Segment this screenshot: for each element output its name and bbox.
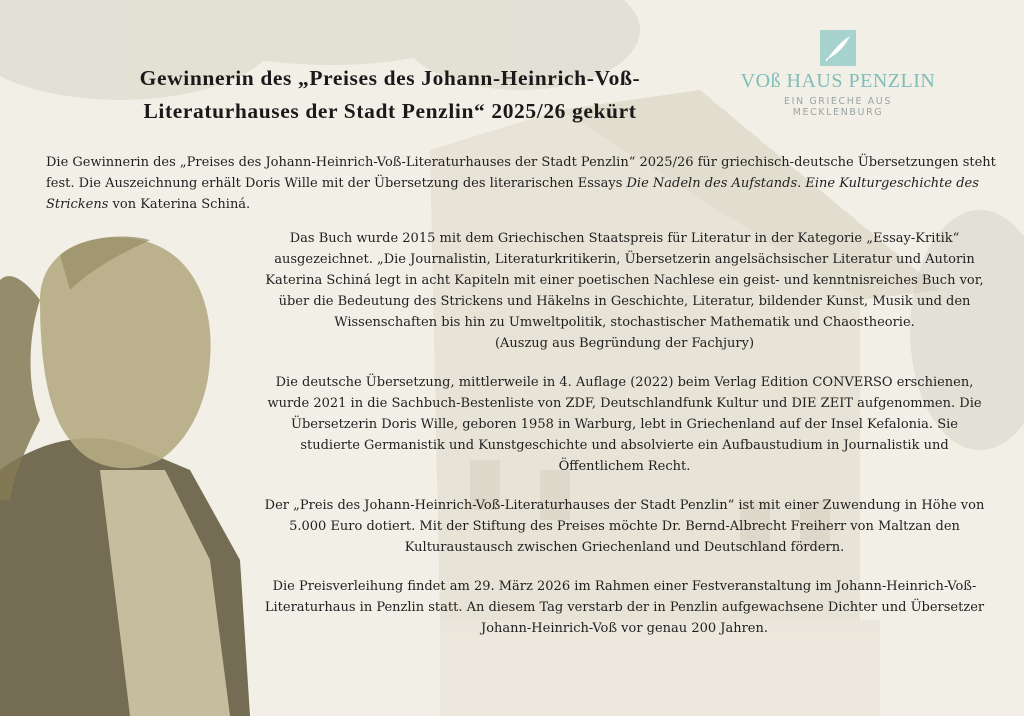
title-line-1: Gewinnerin des „Preises des Johann-Heinrich-Voß- — [139, 66, 641, 90]
intro-paragraph — [46, 152, 996, 215]
quill-pen-icon — [820, 30, 856, 66]
paragraph-award-text: Das Buch wurde 2015 mit dem Griechischen Staatspreis für Literatur in der Kategorie „Essay-Kritik“ ausgezeichnet. „Die Journalistin, Literaturkritikerin, Übersetzerin angelsächsischer Literatur und Autorin Katerina Schiná legt in acht Kapiteln mit einer poetischen Nachlese ein geist- und kenntnisreiches Buch vor, über die Bedeutung des Strickens und Häkelns in Geschichte, Literatur, bildender Kunst, Musik und den Wissenschaften bis hin zu Umweltpolitik, stochastischer Mathematik und Chaostheorie. — [265, 231, 984, 330]
paragraph-ceremony: Die Preisverleihung findet am 29. März 2026 im Rahmen einer Festveranstaltung im Johann-Heinrich-Voß-Literaturhaus in Penzlin statt. An diesem Tag verstarb der in Penzlin aufgewachsene Dichter und Übersetzer Johann-Heinrich-Voß vor genau 200 Jahren. — [264, 579, 985, 636]
page-title — [40, 62, 740, 128]
logo-tagline: EIN GRIECHE AUS MECKLENBURG — [784, 96, 892, 118]
paragraph-translation: Die deutsche Übersetzung, mittlerweile in 4. Auflage (2022) beim Verlag Edition CONVERSO erschienen, wurde 2021 in die Sachbuch-Bestenliste von ZDF, Deutschlandfunk Kultur und DIE ZEIT aufgenommen. Die Übersetzerin Doris Wille, geboren 1958 in Warburg, lebt in Griechenland auf der Insel Kefalonia. Sie studierte Germanistik und Kunstgeschichte und absolvierte ein Aufbaustudium in Journalistik und Öffentlichem Recht. — [267, 375, 982, 474]
paragraph-award — [262, 228, 987, 354]
logo-name: VOß HAUS PENZLIN — [740, 70, 936, 92]
logo — [738, 30, 938, 118]
article-body — [262, 228, 987, 657]
book-title: Die Nadeln des Aufstands. Eine Kulturgeschichte des Strickens — [46, 176, 979, 212]
intro-suffix: von Katerina Schiná. — [108, 197, 251, 212]
paragraph-prize: Der „Preis des Johann-Heinrich-Voß-Literaturhauses der Stadt Penzlin“ ist mit einer Zuwendung in Höhe von 5.000 Euro dotiert. Mit der Stiftung des Preises möchte Dr. Bernd-Albrecht Freiherr von Maltzan den Kulturaustausch zwischen Griechenland und Deutschland fördern. — [264, 498, 985, 555]
intro-text: Die Gewinnerin des „Preises des Johann-Heinrich-Voß-Literaturhauses der Stadt Penzlin“ 2025/26 für griechisch-deutsche Übersetzungen steht fest. Die Auszeichnung erhält Doris Wille mit der Übersetzung des literarischen Essays — [46, 155, 996, 191]
title-line-2: Literaturhauses der Stadt Penzlin“ 2025/26 gekürt — [143, 99, 637, 123]
jury-note: (Auszug aus Begründung der Fachjury) — [494, 336, 755, 351]
